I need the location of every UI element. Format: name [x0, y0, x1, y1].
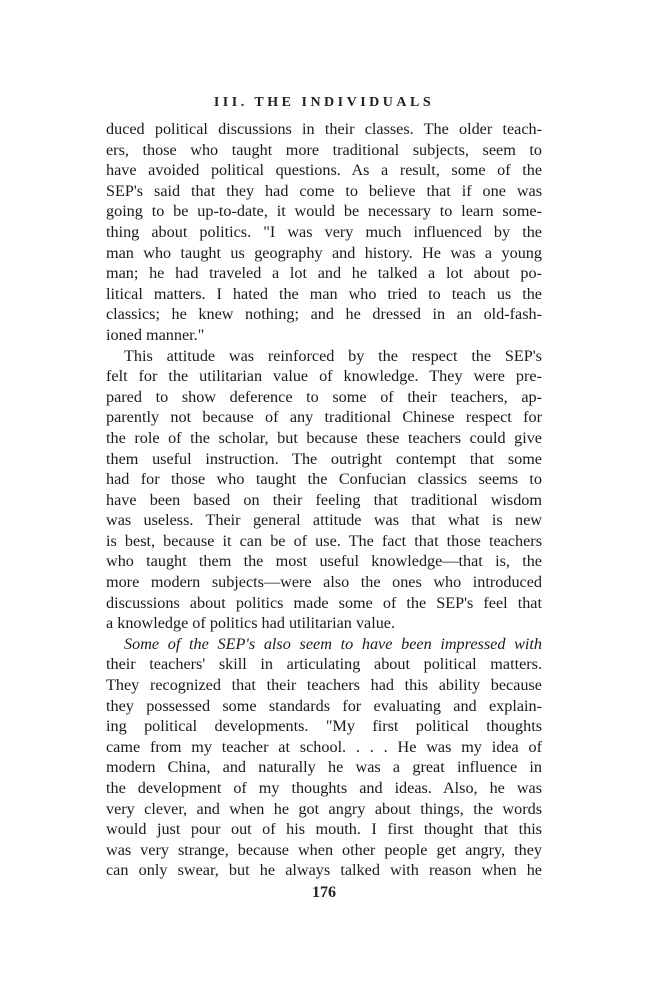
text-line: was useless. Their general attitude was that what is new: [106, 511, 542, 530]
paragraph-3: [106, 634, 542, 881]
page-number: 176: [312, 884, 336, 901]
text-line: is best, because it can be of use. The fact that those teachers: [106, 531, 542, 550]
text-line: would just pour out of his mouth. I first thought that this: [106, 820, 542, 839]
text-line: can only swear, but he always talked with reason when he: [106, 861, 542, 880]
body-text: [106, 119, 542, 881]
text-line: ing political developments. "My first political thoughts: [106, 717, 542, 736]
text-line: the development of my thoughts and ideas. Also, he was: [106, 779, 542, 797]
text-line: parently not because of any traditional Chinese respect for: [106, 408, 542, 427]
text-line: was very strange, because when other people get angry, they: [106, 840, 542, 859]
text-line: discussions about politics made some of the SEP's feel that: [106, 593, 542, 612]
text-line: ers, those who taught more traditional subjects, seem to: [106, 140, 542, 159]
text-line: felt for the utilitarian value of knowledge. They were pre-: [106, 367, 542, 386]
text-line: have avoided political questions. As a result, some of the: [106, 161, 542, 180]
text-line: SEP's said that they had come to believe that if one was: [106, 181, 542, 200]
text-line: man; he had traveled a lot and he talked a lot about po-: [106, 264, 542, 283]
text-line: classics; he knew nothing; and he dressed in an old-fash-: [106, 305, 542, 324]
running-head: III. THE INDIVIDUALS: [213, 95, 435, 110]
text-line: litical matters. I hated the man who tried to teach us the: [106, 284, 542, 303]
text-line: ioned manner.": [106, 325, 205, 344]
text-line: had for those who taught the Confucian classics seems to: [106, 470, 542, 489]
text-line: This attitude was reinforced by the respect the SEP's: [124, 346, 542, 365]
text-line: pared to show deference to some of their teachers, ap-: [106, 387, 542, 406]
text-line: duced political discussions in their classes. The older teach-: [106, 120, 542, 138]
text-line: They recognized that their teachers had this ability because: [106, 676, 542, 695]
text-line: the role of the scholar, but because these teachers could give: [106, 428, 542, 447]
text-line: they possessed some standards for evaluating and explain-: [106, 696, 542, 715]
text-line: came from my teacher at school. . . . He was my idea of: [106, 737, 542, 756]
italic-text: Some of the SEP's also seem to have been impressed with: [124, 634, 542, 653]
text-line: very clever, and when he got angry about things, the words: [106, 799, 542, 818]
paragraph-1: [106, 119, 542, 346]
text-line: who taught them the most useful knowledge—that is, the: [106, 552, 542, 571]
text-line: thing about politics. "I was very much influenced by the: [106, 222, 542, 241]
text-line: their teachers' skill in articulating about political matters.: [106, 655, 542, 674]
text-line: them useful instruction. The outright contempt that some: [106, 449, 542, 468]
text-line: modern China, and naturally he was a great influence in: [106, 758, 542, 777]
paragraph-2: [106, 346, 542, 634]
text-line: have been based on their feeling that traditional wisdom: [106, 490, 542, 509]
text-line: man who taught us geography and history. He was a young: [106, 243, 542, 262]
text-line: a knowledge of politics had utilitarian value.: [106, 614, 396, 633]
text-line: more modern subjects—were also the ones who introduced: [106, 573, 542, 592]
text-line: going to be up-to-date, it would be necessary to learn some-: [106, 202, 542, 221]
text-line-italic: [106, 634, 542, 655]
